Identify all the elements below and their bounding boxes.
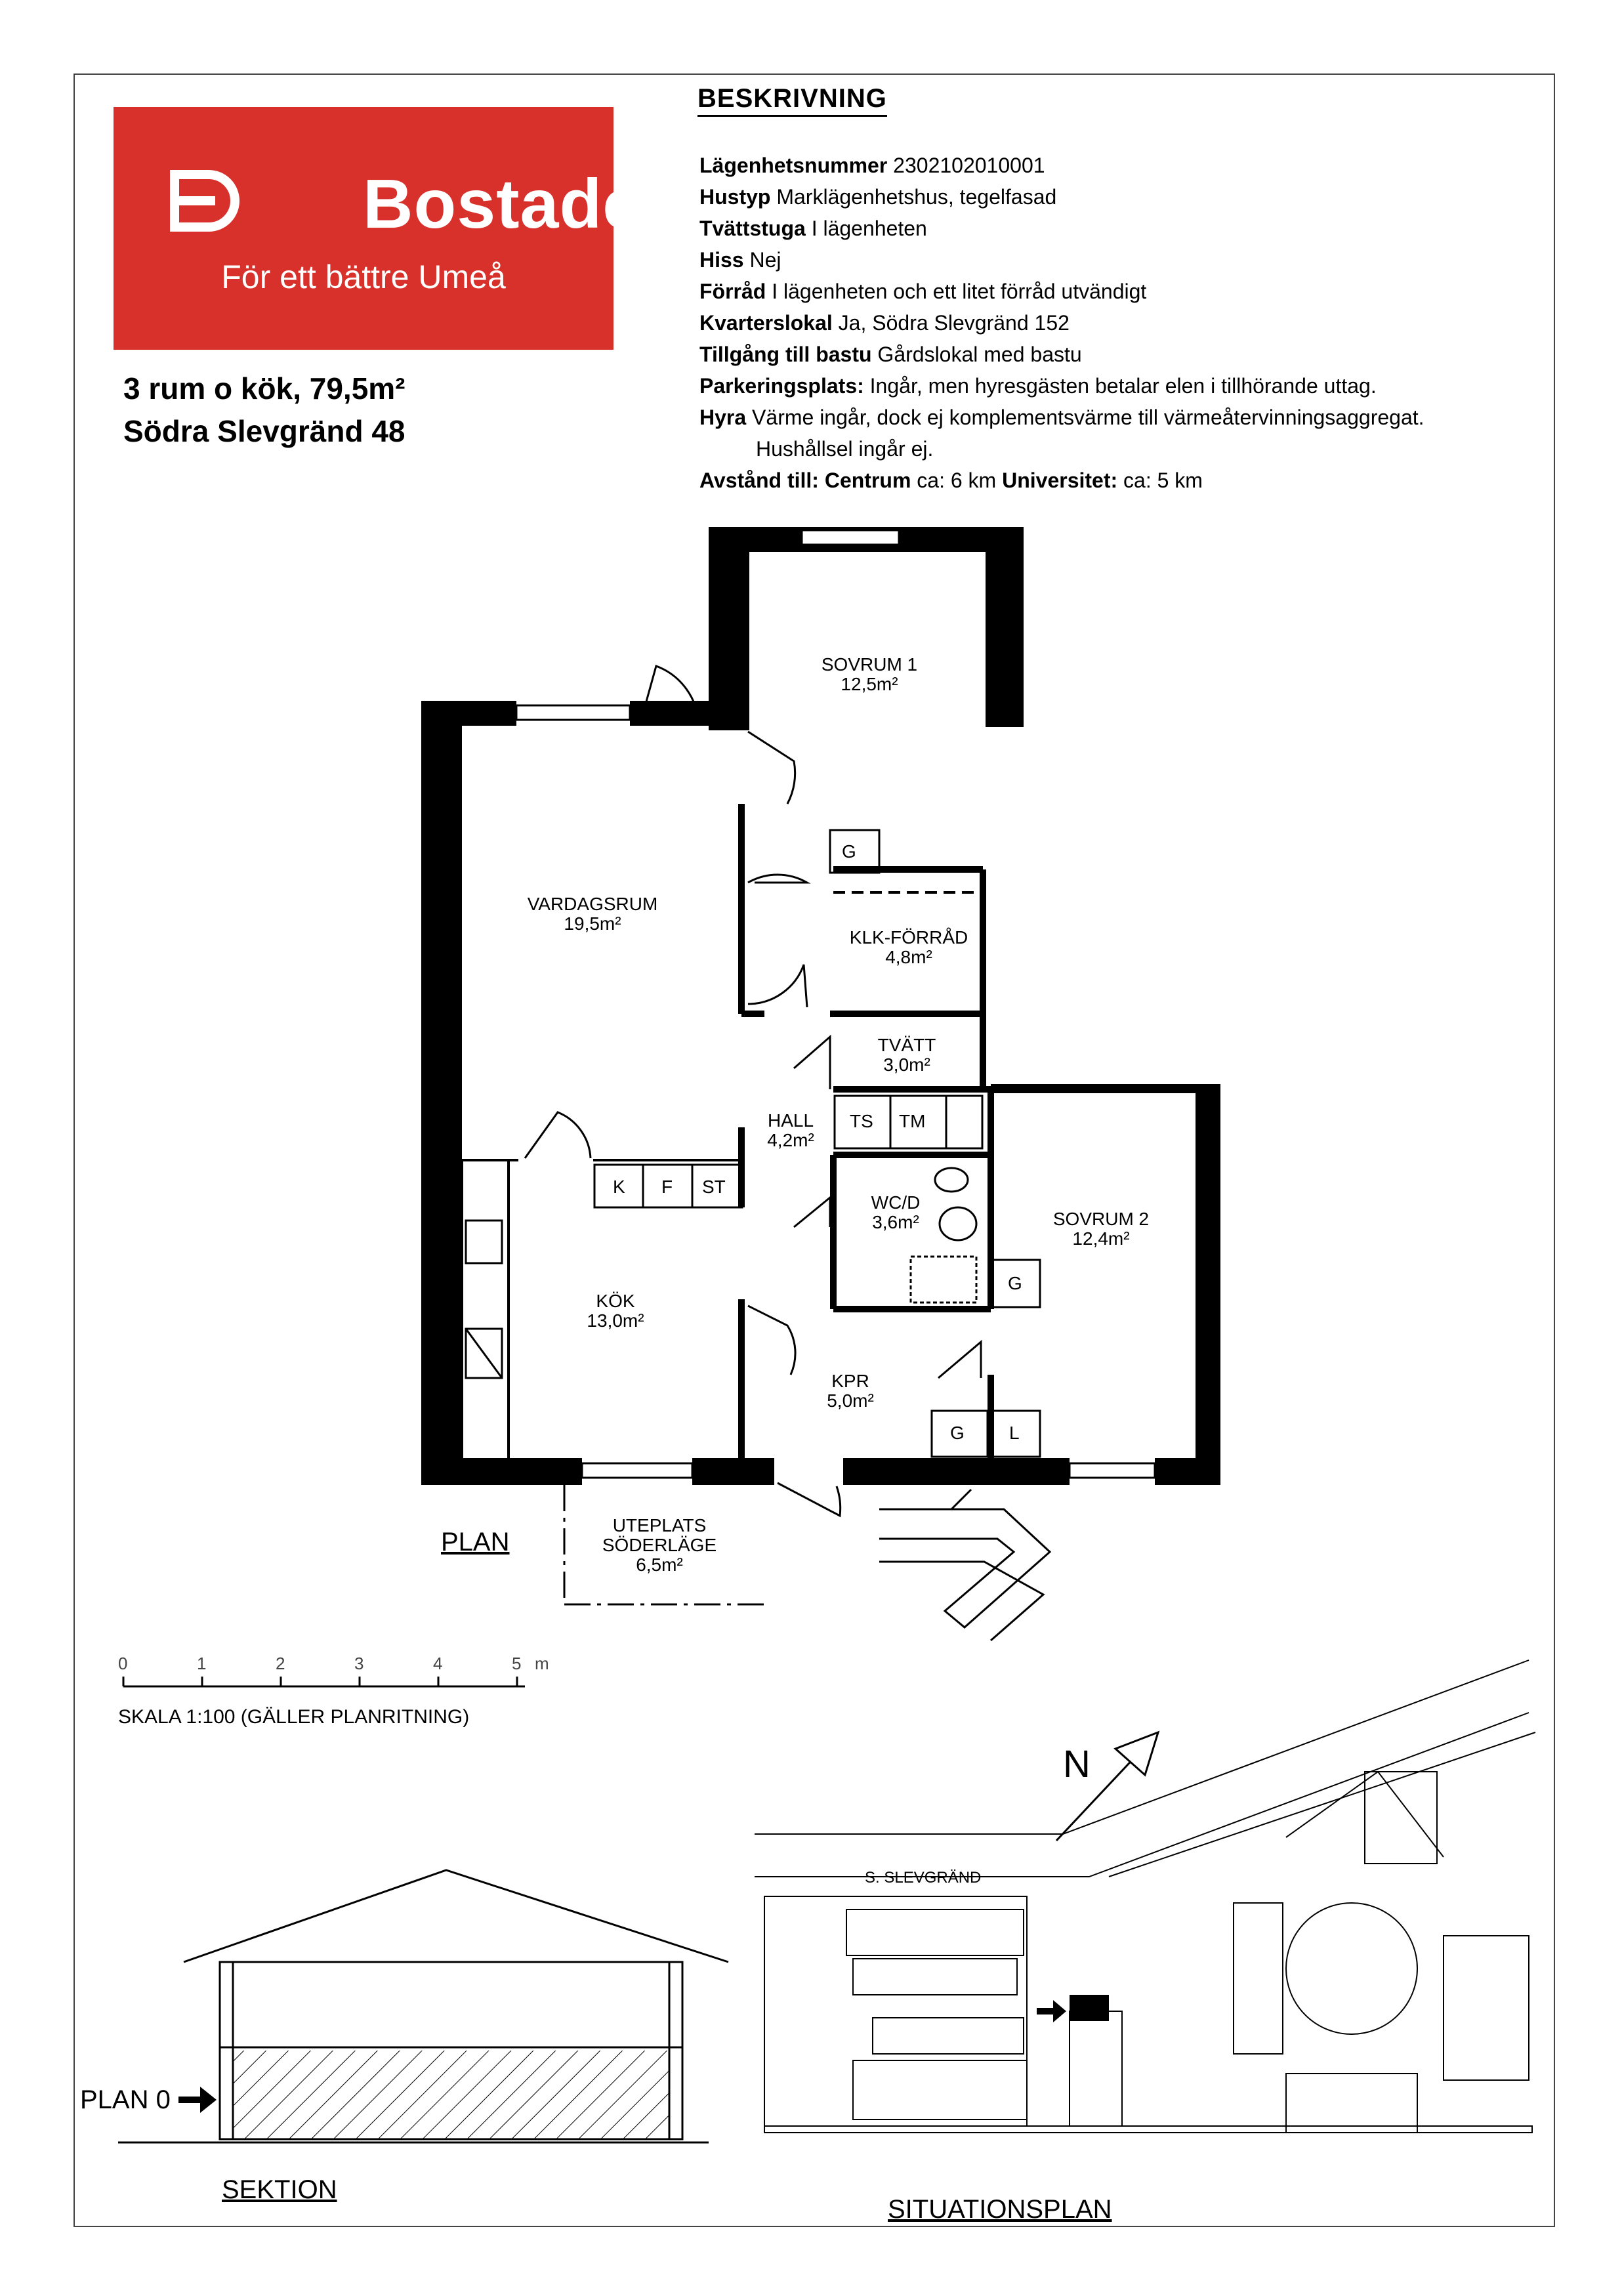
scale-bar <box>123 1677 525 1686</box>
description-row: Tvättstuga I lägenheten <box>699 217 927 240</box>
description-row: Hushållsel ingår ej. <box>756 437 934 461</box>
description-row: Tillgång till bastu Gårdslokal med bastu <box>699 343 1082 366</box>
room-uteplats: UTEPLATS SÖDERLÄGE 6,5m² <box>602 1515 717 1575</box>
room-sovrum2: SOVRUM 2 12,4m² <box>1052 1209 1150 1249</box>
description-row: Förråd I lägenheten och ett litet förråd utvändigt <box>699 280 1147 303</box>
site-arrow-icon <box>1037 2000 1066 2022</box>
fixture-f: F <box>661 1177 673 1197</box>
plan-caption: PLAN <box>441 1528 510 1556</box>
fixture-tm: TM <box>899 1111 926 1131</box>
site-plan-caption: SITUATIONSPLAN <box>888 2195 1112 2224</box>
fixture-l: L <box>1009 1423 1020 1443</box>
unit-address: Södra Slevgränd 48 <box>123 414 406 448</box>
street-label: S. SLEVGRÄND <box>865 1869 982 1887</box>
distance-row: Avstånd till: Centrum ca: 6 km Universitet: ca: 5 km <box>699 469 1203 492</box>
description-row: Hyra Värme ingår, dock ej komplementsvärme till värmeåtervinningsaggregat. <box>699 406 1424 429</box>
fixture-g: G <box>950 1423 965 1443</box>
fixture-g: G <box>842 841 856 862</box>
plan0-arrow-icon <box>178 2087 217 2113</box>
fixture-ts: TS <box>850 1111 873 1131</box>
description-row: Hustyp Marklägenhetshus, tegelfasad <box>699 185 1057 209</box>
room-kpr: KPR 5,0m² <box>827 1371 874 1411</box>
section-caption: SEKTION <box>222 2175 337 2204</box>
room-wcd: WC/D 3,6m² <box>871 1192 921 1232</box>
brand-name: Bostaden <box>363 165 685 243</box>
site-plan <box>755 1660 1535 2133</box>
description-row: Lägenhetsnummer 2302102010001 <box>699 154 1045 177</box>
fixture-g: G <box>1008 1273 1022 1293</box>
description-row: Kvarterslokal Ja, Södra Slevgränd 152 <box>699 311 1070 335</box>
section-hatch <box>233 2051 669 2139</box>
building-marker <box>1070 1995 1109 2021</box>
scale-caption: SKALA 1:100 (GÄLLER PLANRITNING) <box>118 1706 470 1728</box>
description-row: Hiss Nej <box>699 248 781 272</box>
fixture-k: K <box>613 1177 625 1197</box>
room-kok: KÖK 13,0m² <box>587 1291 644 1331</box>
brand-tagline: För ett bättre Umeå <box>221 259 506 295</box>
unit-size-title: 3 rum o kök, 79,5m² <box>123 371 406 406</box>
north-label: N <box>1063 1743 1091 1785</box>
description-row: Parkeringsplats: Ingår, men hyresgästen betalar elen i tillhörande uttag. <box>699 374 1377 398</box>
description-heading: BESKRIVNING <box>697 84 887 117</box>
room-klk-forrad: KLK-FÖRRÅD 4,8m² <box>849 927 968 967</box>
fixture-st: ST <box>702 1177 726 1197</box>
room-tvatt: TVÄTT 3,0m² <box>877 1035 936 1075</box>
room-sovrum1: SOVRUM 1 12,5m² <box>821 654 918 694</box>
room-vardagsrum: VARDAGSRUM 19,5m² <box>527 894 658 934</box>
room-hall: HALL 4,2m² <box>767 1110 814 1150</box>
entrance-steps <box>879 1490 1050 1640</box>
plan0-label: PLAN 0 <box>80 2085 171 2114</box>
